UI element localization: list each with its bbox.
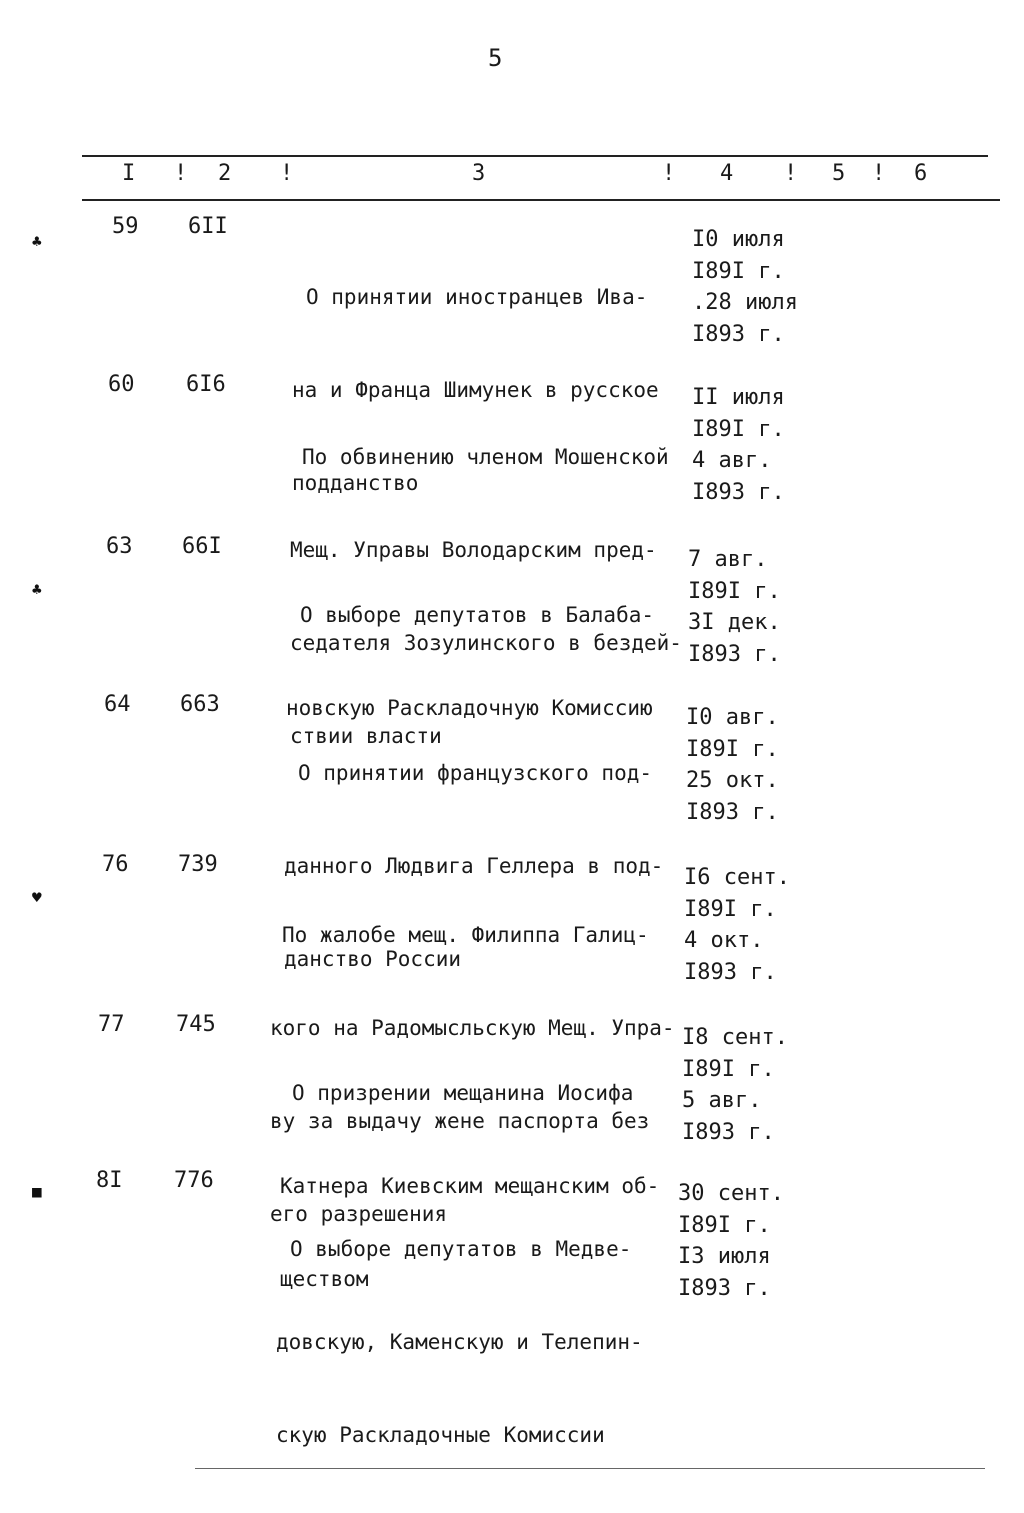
date-line: I89I г. [682, 1056, 775, 1082]
row-number: 77 [98, 1012, 125, 1037]
date-line: I893 г. [678, 1275, 771, 1301]
header-col-3: 3 [472, 161, 486, 186]
header-col-5: 5 [832, 161, 846, 186]
date-line: I89I г. [692, 416, 785, 442]
date-line: I89I г. [692, 258, 785, 284]
header-sep-1: ! [174, 161, 188, 186]
hole-punch-mark-icon: ♣ [32, 232, 42, 251]
date-line: I6 сент. [684, 865, 790, 890]
table-top-rule [82, 155, 988, 157]
table-header-bottom-rule [82, 199, 1000, 201]
case-title-line: довскую, Каменскую и Телепин- [276, 1330, 643, 1354]
date-line: II июля [692, 385, 785, 410]
date-line: 7 авг. [688, 547, 768, 572]
case-title-line: Мещ. Управы Володарским пред- [290, 538, 657, 562]
date-line: I0 авг. [686, 705, 779, 730]
row-number: 8I [96, 1168, 123, 1193]
case-dates [692, 224, 812, 350]
case-title-line: подданство [292, 471, 419, 495]
case-title [276, 1172, 676, 1513]
date-line: .28 июля [692, 290, 798, 315]
date-line: I893 г. [686, 799, 779, 825]
date-line: 5 авг. [682, 1088, 762, 1113]
case-title-line: Катнера Киевским мещанским об- [280, 1174, 660, 1198]
case-title-line: По обвинению членом Мошенской [302, 445, 669, 469]
date-line: I0 июля [692, 227, 785, 252]
case-dates [692, 382, 812, 508]
case-title-line: О выборе депутатов в Медве- [290, 1237, 632, 1261]
header-col-6: 6 [914, 161, 928, 186]
hole-punch-mark-icon: ♣ [32, 580, 42, 599]
date-line: 25 окт. [686, 768, 779, 793]
bottom-edge-rule [195, 1468, 985, 1469]
date-line: I893 г. [692, 321, 785, 347]
date-line: I893 г. [682, 1119, 775, 1145]
case-title-line: По жалобе мещ. Филиппа Галиц- [282, 923, 649, 947]
row-number: 63 [106, 534, 133, 559]
case-title-line: новскую Раскладочную Комиссию [286, 696, 653, 720]
case-title-line: седателя Зозулинского в бездей- [290, 631, 682, 655]
case-title-line: О призрении мещанина Иосифа [292, 1081, 634, 1105]
case-number: 6II [188, 214, 228, 239]
case-title-line: ву за выдачу жене паспорта без [270, 1109, 650, 1133]
case-title-line: данство России [284, 947, 462, 971]
case-title-line: О принятии иностранцев Ива- [306, 285, 648, 309]
date-line: I893 г. [684, 959, 777, 985]
row-number: 64 [104, 692, 131, 717]
date-line: 30 сент. [678, 1181, 784, 1206]
case-dates [682, 1022, 802, 1148]
header-sep-3: ! [662, 161, 676, 186]
case-number: 745 [176, 1012, 216, 1037]
case-title-line: О выборе депутатов в Балаба- [300, 603, 655, 627]
header-col-1: I [122, 161, 136, 186]
row-number: 59 [112, 214, 139, 239]
header-col-4: 4 [720, 161, 734, 186]
date-line: I89I г. [688, 578, 781, 604]
case-title-line: скую Раскладочные Комиссии [276, 1423, 605, 1447]
case-number: 6I6 [186, 372, 226, 397]
case-title-line: на и Франца Шимунек в русское [292, 378, 659, 402]
header-sep-5: ! [872, 161, 886, 186]
case-dates [684, 862, 804, 988]
case-title-line: кого на Радомысльскую Мещ. Упра- [270, 1016, 675, 1040]
date-line: I89I г. [684, 896, 777, 922]
case-number: 663 [180, 692, 220, 717]
date-line: I893 г. [688, 641, 781, 667]
case-dates [686, 702, 806, 828]
date-line: 4 авг. [692, 448, 772, 473]
date-line: I8 сент. [682, 1025, 788, 1050]
case-number: 66I [182, 534, 222, 559]
row-number: 76 [102, 852, 129, 877]
case-dates [678, 1178, 798, 1304]
case-title-line: его разрешения [270, 1202, 448, 1226]
hole-punch-mark-icon: ■ [32, 1182, 42, 1201]
date-line: 4 окт. [684, 928, 764, 953]
header-sep-2: ! [280, 161, 294, 186]
page-number: 5 [488, 44, 503, 72]
case-title-line: данного Людвига Геллера в под- [284, 854, 664, 878]
header-col-2: 2 [218, 161, 232, 186]
case-dates [688, 544, 808, 670]
date-line: I893 г. [692, 479, 785, 505]
date-line: I89I г. [686, 736, 779, 762]
case-number: 776 [174, 1168, 214, 1193]
case-title-line: ствии власти [290, 724, 442, 748]
row-number: 60 [108, 372, 135, 397]
case-number: 739 [178, 852, 218, 877]
hole-punch-mark-icon: ♥ [32, 888, 42, 907]
table-row [0, 1168, 1024, 1447]
header-sep-4: ! [784, 161, 798, 186]
case-title-line: О принятии французского под- [298, 761, 653, 785]
case-title-line: ществом [280, 1267, 369, 1291]
date-line: I3 июля [678, 1244, 771, 1269]
date-line: I89I г. [678, 1212, 771, 1238]
date-line: 3I дек. [688, 610, 781, 635]
